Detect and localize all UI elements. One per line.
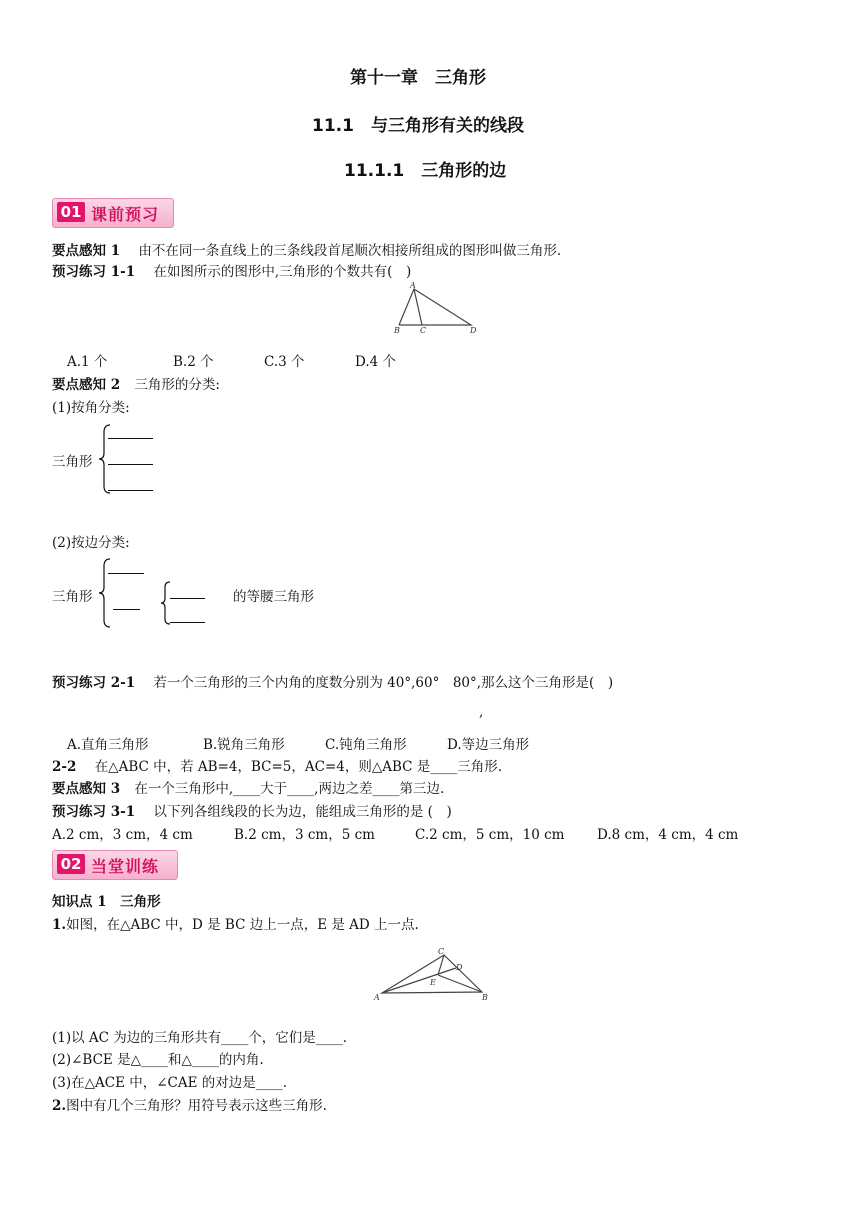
blank-right	[108, 464, 153, 465]
question-1-part-1: (1)以 AC 为边的三角形共有____个，它们是____.	[52, 1030, 348, 1046]
label-e: E	[430, 978, 436, 987]
exercise-label: 预习练习 2-1	[52, 675, 136, 691]
exercise-2-2	[52, 755, 502, 775]
triangle-figure-1	[385, 280, 485, 336]
brace-side-inner	[160, 581, 172, 625]
banner-number: 01	[57, 202, 85, 222]
key-point-3	[52, 777, 444, 797]
question-text: 如图，在△ABC 中，D 是 BC 边上一点，E 是 AD 上一点.	[66, 917, 419, 933]
key-point-label: 要点感知 1	[52, 243, 121, 259]
question-2	[52, 1094, 327, 1114]
blank-acute	[108, 438, 153, 439]
option-c: C.钝角三角形	[325, 737, 407, 753]
exercise-text: 若一个三角形的三个内角的度数分别为 40°,60° 80°,那么这个三角形是( )	[153, 675, 614, 691]
knowledge-point-1: 知识点 1 三角形	[52, 894, 161, 910]
key-point-label: 要点感知 3	[52, 781, 121, 797]
banner-preview	[52, 198, 174, 228]
classify-by-side: (2)按边分类:	[52, 535, 130, 551]
key-point-text: 由不在同一条直线上的三条线段首尾顺次相接所组成的图形叫做三角形.	[138, 243, 562, 259]
option-b: B.2 个	[173, 354, 214, 370]
label-b: B	[482, 993, 488, 1002]
question-1	[52, 913, 419, 933]
option-a: A.1 个	[67, 354, 108, 370]
option-b: B.锐角三角形	[203, 737, 285, 753]
label-d: D	[470, 326, 477, 335]
blank-isosceles	[113, 609, 140, 610]
label-d: D	[456, 963, 463, 972]
section-title: 11.1 与三角形有关的线段	[312, 116, 524, 136]
blank-scalene	[108, 573, 144, 574]
banner-label: 当堂训练	[91, 857, 160, 876]
option-a: A.直角三角形	[67, 737, 149, 753]
question-1-part-3: (3)在△ACE 中，∠CAE 的对边是____.	[52, 1075, 288, 1091]
isosceles-text: 的等腰三角形	[233, 589, 314, 605]
key-point-label: 要点感知 2	[52, 377, 121, 393]
brace-angle	[98, 424, 112, 494]
label-a: A	[374, 993, 380, 1002]
option-d: D.4 个	[355, 354, 397, 370]
option-c: C.3 个	[264, 354, 305, 370]
blank-equilateral	[170, 622, 205, 623]
key-point-2	[52, 373, 220, 393]
exercise-text: 在△ABC 中，若 AB=4，BC=5，AC=4，则△ABC 是____三角形.	[94, 759, 503, 775]
exercise-label: 预习练习 3-1	[52, 804, 136, 820]
key-point-1	[52, 239, 561, 259]
option-d: D.8 cm，4 cm，4 cm	[597, 827, 739, 843]
banner-practice	[52, 850, 178, 880]
exercise-text: 以下列各组线段的长为边，能组成三角形的是 ( )	[153, 804, 452, 820]
exercise-3-1	[52, 800, 452, 820]
key-point-text: 三角形的分类:	[134, 377, 220, 393]
chapter-title: 第十一章 三角形	[350, 68, 486, 88]
triangle-figure-2	[370, 945, 494, 1003]
option-d: D.等边三角形	[447, 737, 530, 753]
exercise-label: 2-2	[52, 759, 77, 775]
label-c: C	[438, 947, 445, 956]
label-a: A	[410, 281, 416, 290]
classify-by-angle: (1)按角分类:	[52, 400, 130, 416]
triangle-word: 三角形	[52, 454, 93, 470]
blank-base-not-equal	[170, 598, 205, 599]
exercise-1-1	[52, 260, 411, 280]
subsection-title: 11.1.1 三角形的边	[344, 161, 507, 181]
exercise-text: 在如图所示的图形中,三角形的个数共有( )	[153, 264, 412, 280]
label-b: B	[394, 326, 400, 335]
exercise-label: 预习练习 1-1	[52, 264, 136, 280]
label-c: C	[420, 326, 427, 335]
question-number: 2.	[52, 1098, 67, 1114]
option-a: A.2 cm，3 cm，4 cm	[52, 827, 193, 843]
question-1-part-2: (2)∠BCE 是△____和△____的内角.	[52, 1052, 264, 1068]
key-point-text: 在一个三角形中,____大于____,两边之差____第三边.	[134, 781, 445, 797]
exercise-2-1	[52, 671, 613, 691]
option-c: C.2 cm，5 cm，10 cm	[415, 827, 565, 843]
question-text: 图中有几个三角形？用符号表示这些三角形.	[66, 1098, 327, 1114]
option-b: B.2 cm，3 cm，5 cm	[234, 827, 375, 843]
banner-label: 课前预习	[91, 205, 160, 224]
brace-side-outer	[98, 558, 112, 628]
question-number: 1.	[52, 917, 67, 933]
triangle-word: 三角形	[52, 589, 93, 605]
banner-number: 02	[57, 854, 85, 874]
blank-obtuse	[108, 490, 153, 491]
stray-comma: ,	[479, 704, 484, 720]
